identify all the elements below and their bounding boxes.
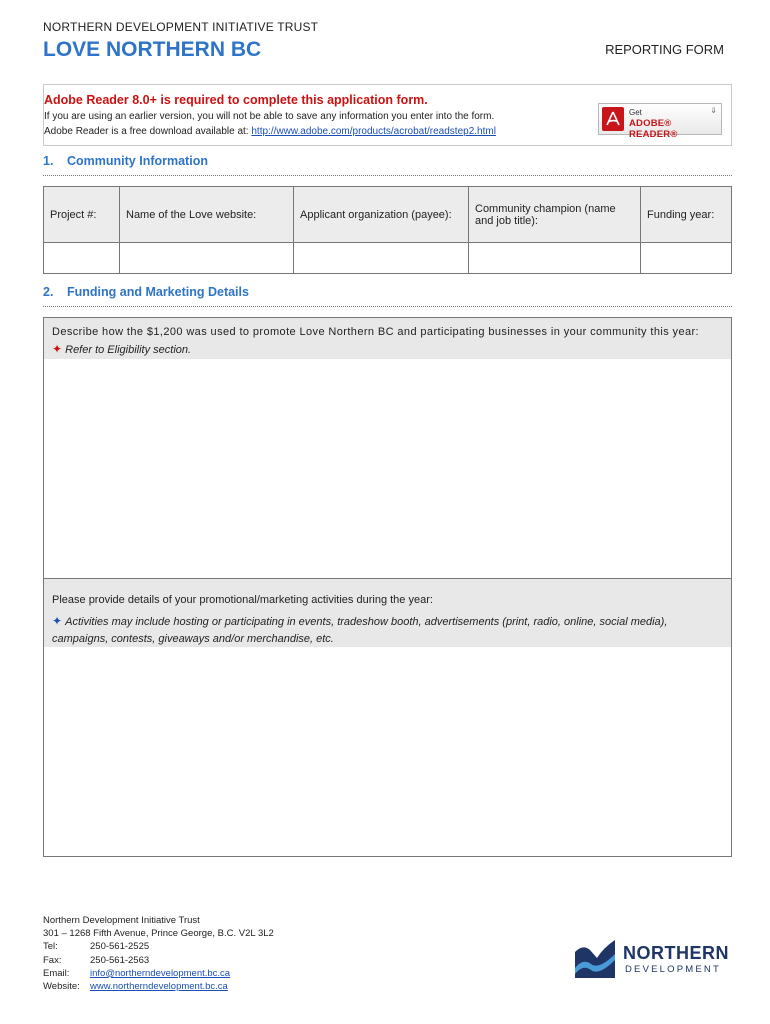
funding-usage-answer-field[interactable] [44, 359, 731, 578]
logo-subtitle: DEVELOPMENT [625, 964, 721, 975]
footer-website-link[interactable]: www.northerndevelopment.bc.ca [90, 981, 228, 993]
marketing-activities-hint: Activities may include hosting or participating in events, tradeshow booth, advertisements (print, radio, online, social media), campaigns, contests, giveaways and/or merchandise, etc. [52, 616, 668, 645]
adobe-notice-line-2 [44, 126, 496, 137]
download-arrow-icon: ⇓ [710, 106, 717, 115]
adobe-download-link[interactable]: http://www.adobe.com/products/acrobat/readstep2.html [251, 126, 496, 137]
northern-logo-mark-icon [575, 940, 615, 978]
col-header-applicant: Applicant organization (payee): [294, 187, 469, 243]
footer-fax: 250-561-2563 [90, 954, 150, 966]
col-header-champion: Community champion (name and job title): [469, 187, 641, 243]
community-info-table [43, 186, 732, 274]
funding-usage-box [43, 317, 732, 579]
col-header-website: Name of the Love website: [120, 187, 294, 243]
footer-email-link[interactable]: info@northerndevelopment.bc.ca [90, 967, 231, 979]
adobe-badge-name: ADOBE® READER® [629, 118, 678, 140]
col-header-project: Project #: [44, 187, 120, 243]
marketing-activities-question-text: Please provide details of your promotional/marketing activities during the year: [52, 594, 433, 606]
footer-org: Northern Development Initiative Trust [43, 915, 200, 926]
funding-year-field[interactable] [641, 243, 732, 274]
footer-tel: 250-561-2525 [90, 941, 150, 953]
section-2-rule [43, 306, 732, 307]
marketing-activities-box [43, 578, 732, 857]
northern-development-logo [575, 940, 735, 980]
applicant-org-field[interactable] [294, 243, 469, 274]
adobe-notice-heading: Adobe Reader 8.0+ is required to complete this application form. [44, 93, 428, 107]
adobe-reader-icon [602, 107, 624, 131]
website-name-field[interactable] [120, 243, 294, 274]
form-type-label: REPORTING FORM [605, 42, 724, 57]
adobe-notice-box [43, 84, 732, 146]
footer-contact: Northern Development Initiative Trust 301 – 1268 Fifth Avenue, Prince George, B.C. V2L 3L2 Tel: 250-561-2525 Fax: 250-561-2563 Email: info@northerndevelopment.bc.ca Website: www.northerndevelopment.bc.ca [43, 915, 274, 993]
section-2-title: 2. Funding and Marketing Details [43, 285, 249, 299]
marketing-activities-question [44, 579, 731, 647]
logo-wordmark: NORTHERN [623, 943, 729, 963]
blue-star-icon: ✦ [52, 614, 63, 628]
project-number-field[interactable] [44, 243, 120, 274]
get-adobe-reader-button[interactable] [598, 103, 722, 140]
section-1-rule [43, 175, 732, 176]
funding-usage-question-text: Describe how the $1,200 was used to promote Love Northern BC and participating businesses in your community this year: [52, 326, 700, 338]
funding-usage-hint: Refer to Eligibility section. [65, 344, 192, 356]
col-header-funding-year: Funding year: [641, 187, 732, 243]
marketing-activities-answer-field[interactable] [44, 647, 731, 856]
adobe-notice-prefix: Adobe Reader is a free download available at: [44, 126, 252, 137]
red-star-icon: ✦ [52, 342, 63, 356]
section-1-title: 1. Community Information [43, 154, 208, 168]
org-name: NORTHERN DEVELOPMENT INITIATIVE TRUST [43, 20, 319, 34]
page-title: LOVE NORTHERN BC [43, 38, 262, 61]
funding-usage-question [44, 318, 731, 359]
footer-address: 301 – 1268 Fifth Avenue, Prince George, B.C. V2L 3L2 [43, 928, 274, 940]
champion-field[interactable] [469, 243, 641, 274]
adobe-badge-get: Get [629, 108, 642, 117]
adobe-notice-line-1: If you are using an earlier version, you will not be able to save any information you enter into the form. [44, 111, 495, 122]
